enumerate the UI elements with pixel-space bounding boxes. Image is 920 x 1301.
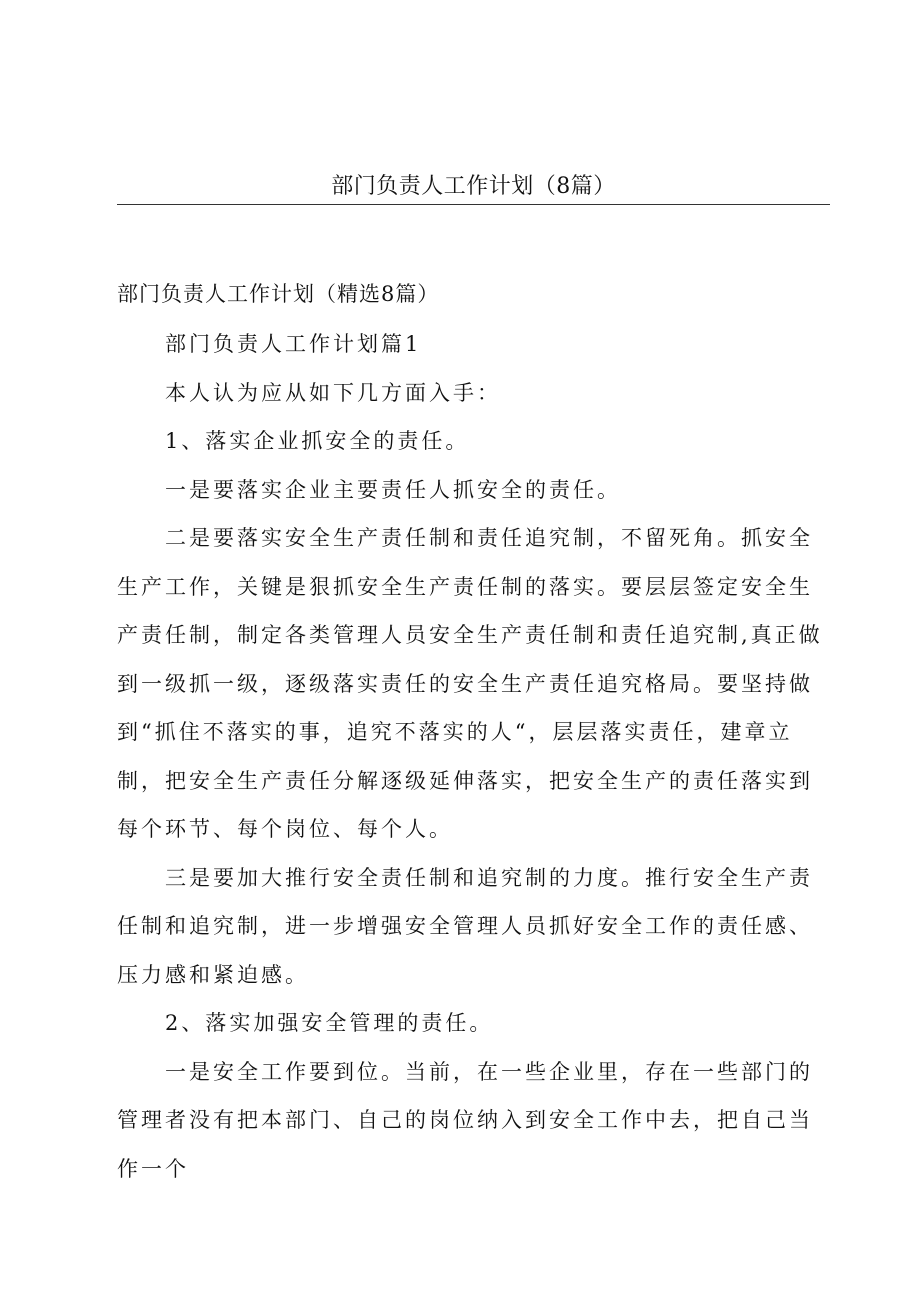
paragraph: 一是安全工作要到位。当前，在一些企业里，存在一些部门的管理者没有把本部门、自己的岗位纳入到安全工作中去，把自己当作一个 (117, 1059, 813, 1181)
paragraph: 三是要加大推行安全责任制和追究制的力度。推行安全生产责任制和追究制，进一步增强安全管理人员抓好安全工作的责任感、压力感和紧迫感。 (117, 865, 813, 987)
document-title: 部门负责人工作计划（8篇） (331, 174, 616, 199)
paragraph: 一是要落实企业主要责任人抓安全的责任。 (165, 477, 621, 502)
document-subtitle: 部门负责人工作计划（精选8篇） (117, 282, 440, 306)
section-heading: 部门负责人工作计划篇1 (165, 332, 422, 356)
paragraph: 二是要落实安全生产责任制和责任追究制，不留死角。抓安全生产工作，关键是狠抓安全生产责任制的落实。要层层签定安全生产责任制，制定各类管理人员安全生产责任制和责任追究制,真正做到一级抓一级，逐级落实责任的安全生产责任追究格局。要坚持做到“抓住不落实的事，追究不落实的人“，层层落实责任，建章立制，把安全生产责任分解逐级延伸落实，把安全生产的责任落实到每个环节、每个岗位、每个人。 (117, 526, 823, 841)
paragraph: 1、落实企业抓安全的责任。 (165, 429, 470, 453)
document-body (117, 272, 830, 1193)
paragraph: 本人认为应从如下几方面入手： (165, 380, 501, 405)
paragraph: 2、落实加强安全管理的责任。 (165, 1011, 494, 1035)
document-header (117, 170, 830, 205)
